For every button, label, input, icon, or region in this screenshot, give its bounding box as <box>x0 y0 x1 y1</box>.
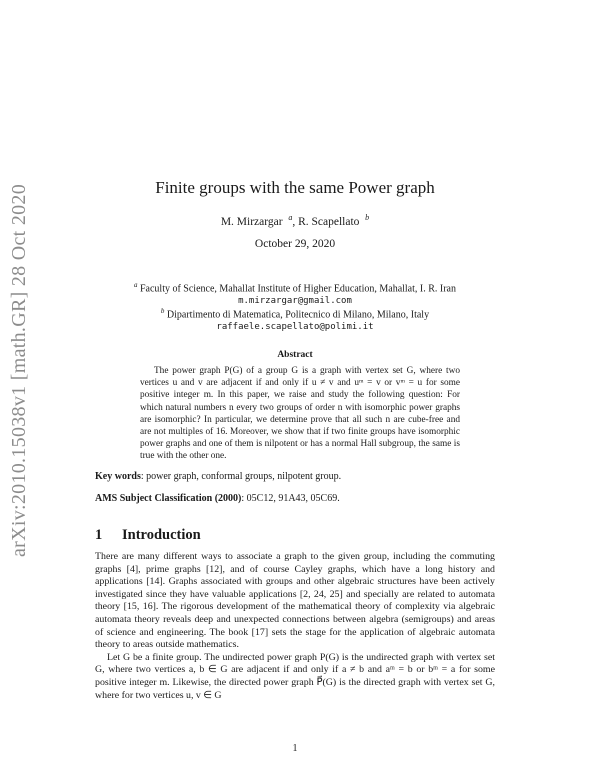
affiliation-institution: Dipartimento di Matematica, Politecnico di Milano, Milano, Italy <box>166 309 430 321</box>
paper-title: Finite groups with the same Power graph <box>155 178 435 197</box>
affiliation-b <box>95 305 495 334</box>
keywords-label: Key words <box>95 471 141 482</box>
author-separator: , <box>292 215 299 228</box>
ams-label: AMS Subject Classification (2000) <box>95 493 242 504</box>
keywords-text: : power graph, conformal groups, nilpotent group. <box>140 471 342 482</box>
abstract-heading: Abstract <box>277 350 313 360</box>
arxiv-identifier-text: arXiv:2010.15038v1 [math.GR] 28 Oct 2020 <box>8 183 31 557</box>
section-title: Introduction <box>122 527 201 543</box>
affiliation-email: m.mirzargar@gmail.com <box>238 296 352 307</box>
affiliation-mark: b <box>160 307 165 315</box>
author-affiliation-mark: a <box>288 213 293 222</box>
affiliation-email: raffaele.scapellato@polimi.it <box>216 322 374 333</box>
paper-date: October 29, 2020 <box>254 238 336 250</box>
author-affiliation-mark: b <box>365 213 370 222</box>
affiliation-institution: Faculty of Science, Mahallat Institute of Higher Education, Mahallat, I. R. Iran <box>139 283 456 295</box>
affiliation-mark: a <box>133 281 138 289</box>
ams-text: : 05C12, 91A43, 05C69. <box>241 493 340 504</box>
ams-classification-line <box>95 493 495 504</box>
affiliation-a <box>95 279 495 308</box>
author-line <box>95 213 495 228</box>
section-number: 1 <box>95 527 103 543</box>
section-body <box>95 551 495 702</box>
arxiv-identifier-stamp <box>3 170 37 570</box>
abstract-body: The power graph P(G) of a group G is a graph with vertex set G, where two vertices u and v are adjacent if and only if u ≠ v and uᵐ = v or vᵐ = u for some positive integer m. In this paper, we raise and study the following question: For which natural numbers n every two groups of order n with isomorphic power graphs are isomorphic? In particular, we determine prove that all such n are cube-free and are not multiples of 16. Moreover, we show that if two finite groups have isomorphic power graphs and one of them is nilpotent or has a normal Hall subgroup, the same is true with the other one. <box>140 366 460 462</box>
body-paragraph: Let G be a finite group. The undirected power graph P(G) is the undirected graph with vertex set G, where two vertices a, b ∈ G are adjacent if and only if a ≠ b and aᵐ = b or bᵐ = a for some positive integer m. Likewise, the directed power graph P⃗(G) is the directed graph with vertex set G, where for two vertices u, v ∈ G <box>95 651 495 701</box>
author-name: R. Scapellato <box>298 215 360 228</box>
keywords-line <box>95 471 495 482</box>
page-number: 1 <box>292 743 298 754</box>
body-paragraph: There are many different ways to associate a graph to the given group, including the commuting graphs [4], prime graphs [12], and of course Cayley graphs, which have a long history and applications [14]. Graphs associated with groups and other algebraic structures have been actively investigated since they have valuable applications [2, 24, 25] and specially are related to automata theory [15, 16]. The rigorous development of the mathematical theory of complexity via algebraic automata theory reveals deep and unexpected connections between algebra (semigroups) and areas of science and engineering. The book [17] sets the stage for the application of algebraic automata theory to areas outside mathematics. <box>95 551 495 651</box>
section-heading <box>95 527 495 544</box>
author-name: M. Mirzargar <box>220 215 283 228</box>
